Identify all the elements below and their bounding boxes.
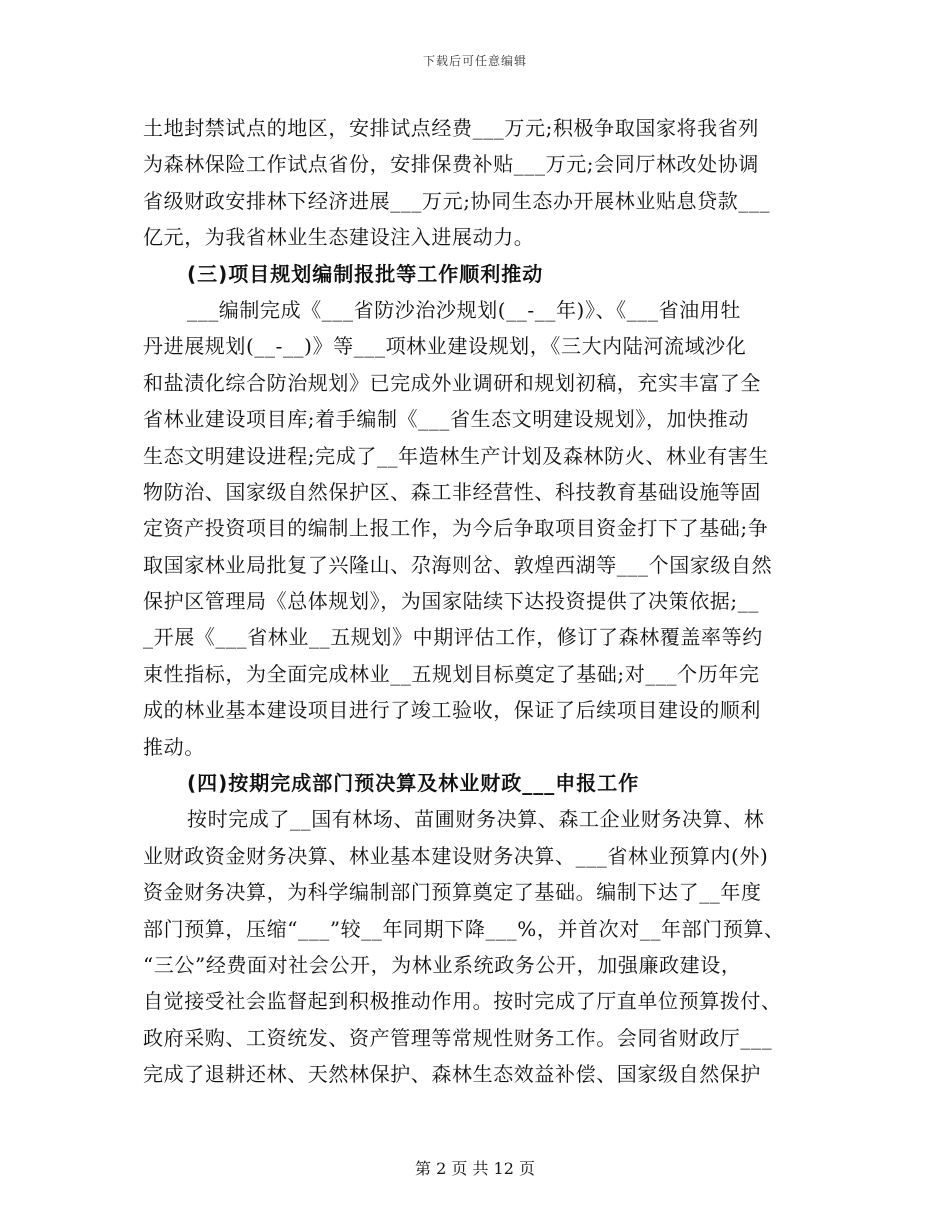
paragraph-line: 省级财政安排林下经济进展___万元;协同生态办开展林业贴息贷款___ <box>143 188 771 213</box>
paragraph-line: 丹进展规划(__-__)》等___项林业建设规划，《三大内陆河流域沙化 <box>143 334 747 359</box>
paragraph-line: 取国家林业局批复了兴隆山、尕海则岔、敦煌西湖等___个国家级自然 <box>143 552 773 577</box>
paragraph-line: 成的林业基本建设项目进行了竣工验收，保证了后续项目建设的顺利 <box>143 698 761 723</box>
paragraph-line: _开展《___省林业__五规划》中期评估工作，修订了森林覆盖率等约 <box>143 625 763 650</box>
paragraph-line: 政府采购、工资统发、资产管理等常规性财务工作。会同省财政厅___ <box>143 1025 773 1050</box>
page-header: 下载后可任意编辑 <box>422 54 527 68</box>
section-heading: (三)项目规划编制报批等工作顺利推动 <box>187 261 544 286</box>
page-number-footer: 第 2 页 共 12 页 <box>415 1159 535 1178</box>
paragraph-line: 束性指标，为全面完成林业__五规划目标奠定了基础;对___个历年完 <box>143 661 760 686</box>
paragraph-line: 物防治、国家级自然保护区、森工非经营性、科技教育基础设施等固 <box>143 479 761 504</box>
section-heading: (四)按期完成部门预决算及林业财政___申报工作 <box>187 771 640 796</box>
paragraph-line: 完成了退耕还林、天然林保护、森林生态效益补偿、国家级自然保护 <box>143 1062 761 1087</box>
paragraph-line: 土地封禁试点的地区，安排试点经费___万元;积极争取国家将我省列 <box>143 116 759 140</box>
paragraph-line: 推动。 <box>143 734 205 759</box>
paragraph-line: 省林业建设项目库;着手编制《___省生态文明建设规划》，加快推动 <box>143 407 749 432</box>
paragraph-line: 为森林保险工作试点省份，安排保费补贴___万元;会同厅林改处协调 <box>143 152 759 177</box>
paragraph-line: 定资产投资项目的编制上报工作，为今后争取项目资金打下了基础;争 <box>143 516 769 541</box>
paragraph-line: “三公”经费面对社会公开，为林业系统政务公开，加强廉政建设， <box>143 952 742 977</box>
paragraph-line: 自觉接受社会监督起到积极推动作用。按时完成了厅直单位预算拨付、 <box>143 989 782 1014</box>
document-body <box>143 110 823 1093</box>
paragraph-line: 资金财务决算，为科学编制部门预算奠定了基础。编制下达了__年度 <box>143 880 762 905</box>
paragraph-line: 亿元，为我省林业生态建设注入进展动力。 <box>143 225 535 250</box>
paragraph-line: 保护区管理局《总体规划》，为国家陆续下达投资提供了决策依据;__ <box>143 589 759 614</box>
paragraph-line: 部门预算，压缩“___”较__年同期下降___%，并首次对__年部门预算、 <box>143 916 785 941</box>
paragraph-line: 按时完成了__国有林场、苗圃财务决算、森工企业财务决算、林 <box>187 807 765 832</box>
paragraph-line: 生态文明建设进程;完成了__年造林生产计划及森林防火、林业有害生 <box>143 443 769 468</box>
paragraph-line: 业财政资金财务决算、林业基本建设财务决算、___省林业预算内(外) <box>143 843 769 868</box>
paragraph-line: 和盐渍化综合防治规划》已完成外业调研和规划初稿，充实丰富了全 <box>143 370 761 395</box>
paragraph-line: ___编制完成《___省防沙治沙规划(__-__年)》、《___省油用牡 <box>187 297 741 322</box>
